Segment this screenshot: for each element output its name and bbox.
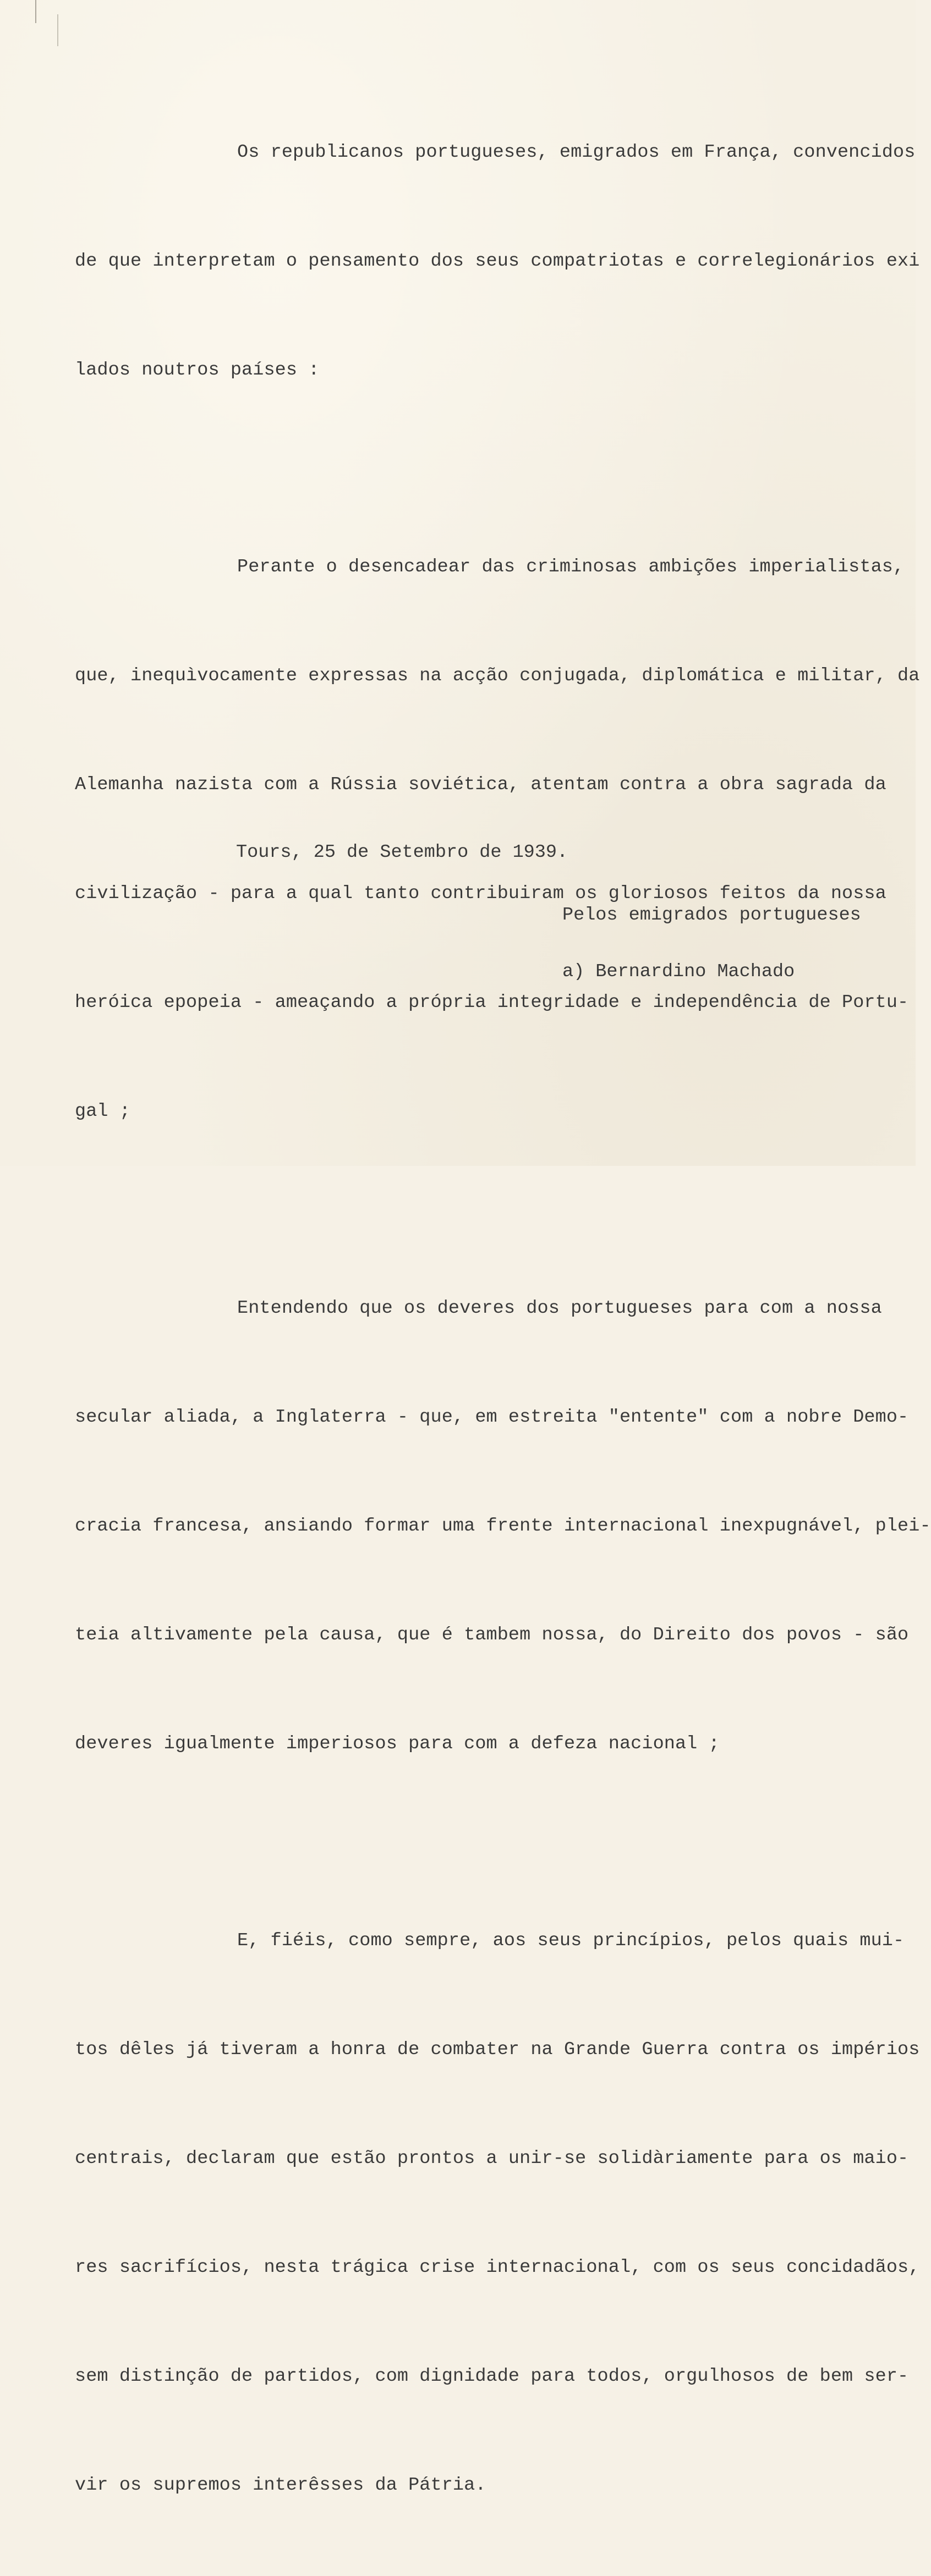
date-line: Tours, 25 de Setembro de 1939. <box>236 842 568 863</box>
document-body <box>75 62 931 2576</box>
text-line: centrais, declaram que estão prontos a unir-se solidàriamente para os maio- <box>75 2148 909 2169</box>
paragraph-3 <box>75 1218 931 1835</box>
signature-name: a) Bernardino Machado <box>562 961 795 982</box>
signature-on-behalf: Pelos emigrados portugueses <box>562 905 861 926</box>
text-line: gal ; <box>75 1101 131 1122</box>
text-line: vir os supremos interêsses da Pátria. <box>75 2475 486 2496</box>
text-line: Perante o desencadear das criminosas ambições imperialistas, <box>237 557 905 577</box>
edge-mark <box>57 14 58 46</box>
text-line: secular aliada, a Inglaterra - que, em estreita "entente" com a nobre Demo- <box>75 1407 909 1428</box>
text-line: Entendendo que os deveres dos portugueses para com a nossa <box>237 1298 882 1319</box>
text-line: tos dêles já tiveram a honra de combater na Grande Guerra contra os impérios <box>75 2039 920 2060</box>
text-line: Alemanha nazista com a Rússia soviética, atentam contra a obra sagrada da <box>75 774 886 795</box>
text-line: heróica epopeia - ameaçando a própria integridade e independência de Portu- <box>75 992 909 1013</box>
text-line: E, fiéis, como sempre, aos seus princípios, pelos quais mui- <box>237 1930 905 1951</box>
edge-mark <box>35 0 36 23</box>
text-line: Os republicanos portugueses, emigrados em França, convencidos <box>237 142 916 163</box>
text-line: deveres igualmente imperiosos para com a defeza nacional ; <box>75 1733 720 1754</box>
text-line: civilização - para a qual tanto contribuiram os gloriosos feitos da nossa <box>75 883 886 904</box>
text-line: que, inequìvocamente expressas na acção conjugada, diplomática e militar, da <box>75 665 920 686</box>
paragraph-4 <box>75 1850 920 2576</box>
text-line: teia altivamente pela causa, que é tambem nossa, do Direito dos povos - são <box>75 1625 909 1645</box>
paragraph-1 <box>75 62 920 461</box>
text-line: cracia francesa, ansiando formar uma frente internacional inexpugnável, plei- <box>75 1516 931 1537</box>
text-line: lados noutros países : <box>75 360 320 381</box>
text-line: res sacrifícios, nesta trágica crise internacional, com os seus concidadãos, <box>75 2257 920 2278</box>
text-line: de que interpretam o pensamento dos seus compatriotas e correlegionários exi <box>75 251 920 272</box>
text-line: sem distinção de partidos, com dignidade para todos, orgulhosos de bem ser- <box>75 2366 909 2387</box>
paragraph-2 <box>75 476 920 1202</box>
